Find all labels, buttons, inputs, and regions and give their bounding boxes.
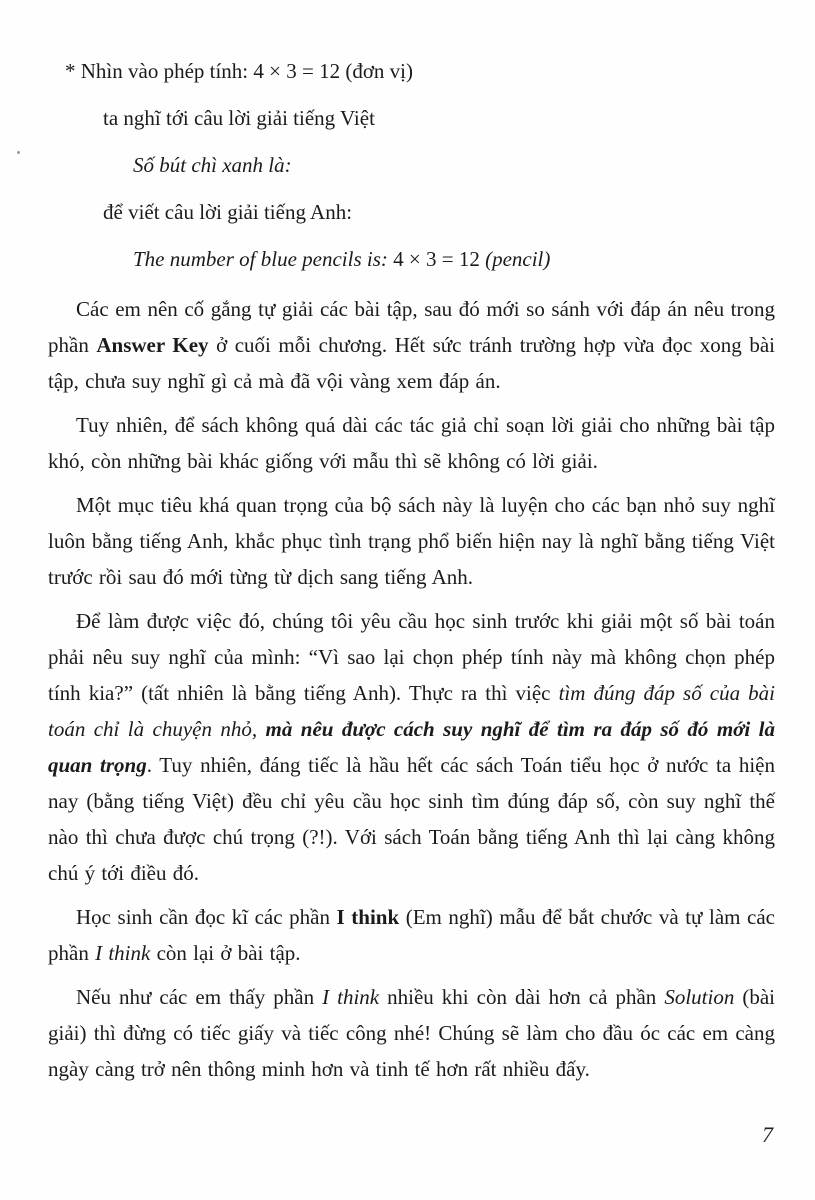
emphasis-text-i: The number of blue pencils is: bbox=[133, 247, 388, 271]
text-run: Nếu như các em thấy phần bbox=[76, 985, 323, 1009]
emphasis-text-b: Answer Key bbox=[96, 333, 209, 357]
example-line bbox=[133, 150, 775, 180]
text-run: * Nhìn vào phép tính: 4 × 3 = 12 (đơn vị) bbox=[65, 59, 414, 83]
example-line bbox=[103, 197, 775, 227]
paragraph bbox=[48, 603, 775, 891]
emphasis-text-b: I think bbox=[336, 905, 400, 929]
example-line bbox=[65, 56, 775, 86]
text-run: ở cuối mỗi chương. Hết sức tránh trường hợp vừa đọc xong bài tập, chưa suy nghĩ gì cả mà đã vội vàng xem đáp án. bbox=[48, 333, 776, 393]
paragraph bbox=[48, 899, 775, 971]
emphasis-text-i: I think bbox=[322, 985, 380, 1009]
emphasis-text-i: Solution bbox=[664, 985, 735, 1009]
text-run: Học sinh cần đọc kĩ các phần bbox=[76, 905, 337, 929]
paragraph bbox=[48, 291, 775, 399]
emphasis-text-i: (pencil) bbox=[485, 247, 551, 271]
text-run: ta nghĩ tới câu lời giải tiếng Việt bbox=[103, 106, 375, 130]
example-line bbox=[133, 244, 775, 274]
text-run: (Em nghĩ) mẫu để bắt chước và tự làm các phần bbox=[48, 905, 776, 965]
text-run: Tuy nhiên, để sách không quá dài các tác giả chỉ soạn lời giải cho những bài tập khó, còn những bài khác giống với mẫu thì sẽ không có lời giải. bbox=[48, 413, 775, 473]
text-run: . Tuy nhiên, đáng tiếc là hầu hết các sách Toán tiểu học ở nước ta hiện nay (bằng tiếng Việt) đều chỉ yêu cầu học sinh tìm đúng đáp số, còn suy nghĩ thế nào thì chưa được chú trọng (?!). Với sách Toán bằng tiếng Anh thì lại càng không chú ý tới điều đó. bbox=[48, 753, 775, 885]
paragraph bbox=[48, 979, 775, 1087]
text-run: để viết câu lời giải tiếng Anh: bbox=[103, 200, 353, 224]
text-run: 4 × 3 = 12 bbox=[387, 247, 486, 271]
body-paragraphs bbox=[48, 291, 775, 1087]
emphasis-text-i: tìm đúng đáp số của bài toán chỉ là chuyện nhỏ, bbox=[48, 681, 775, 741]
emphasis-text-i: I think bbox=[95, 941, 151, 965]
paragraph bbox=[48, 487, 775, 595]
text-run: Để làm được việc đó, chúng tôi yêu cầu học sinh trước khi giải một số bài toán phải nêu suy nghĩ của mình: “Vì sao lại chọn phép tính này mà không chọn phép tính kia?” (tất nhiên là bằng tiếng Anh). Thực ra thì việc bbox=[48, 609, 775, 705]
worked-example-block bbox=[48, 56, 775, 274]
paragraph bbox=[48, 407, 775, 479]
example-line bbox=[103, 103, 775, 133]
page-number: 7 bbox=[762, 1122, 773, 1147]
emphasis-text-i: Số bút chì xanh là: bbox=[133, 153, 292, 177]
text-run: Các em nên cố gắng tự giải các bài tập, sau đó mới so sánh với đáp án nêu trong phần bbox=[48, 297, 775, 357]
text-run: (bài giải) thì đừng có tiếc giấy và tiếc công nhé! Chúng sẽ làm cho đầu óc các em càng ngày càng trở nên thông minh hơn và tinh tế hơn rất nhiều đấy. bbox=[48, 985, 775, 1081]
scan-artifact-speck bbox=[17, 151, 20, 154]
text-run: Một mục tiêu khá quan trọng của bộ sách này là luyện cho các bạn nhỏ suy nghĩ luôn bằng tiếng Anh, khắc phục tình trạng phổ biến hiện nay là nghĩ bằng tiếng Việt trước rồi sau đó mới từng từ dịch sang tiếng Anh. bbox=[48, 493, 775, 589]
text-run: còn lại ở bài tập. bbox=[150, 941, 301, 965]
emphasis-text-bi: mà nêu được cách suy nghĩ để tìm ra đáp số đó mới là quan trọng bbox=[48, 717, 776, 777]
text-run: nhiều khi còn dài hơn cả phần bbox=[379, 985, 665, 1009]
